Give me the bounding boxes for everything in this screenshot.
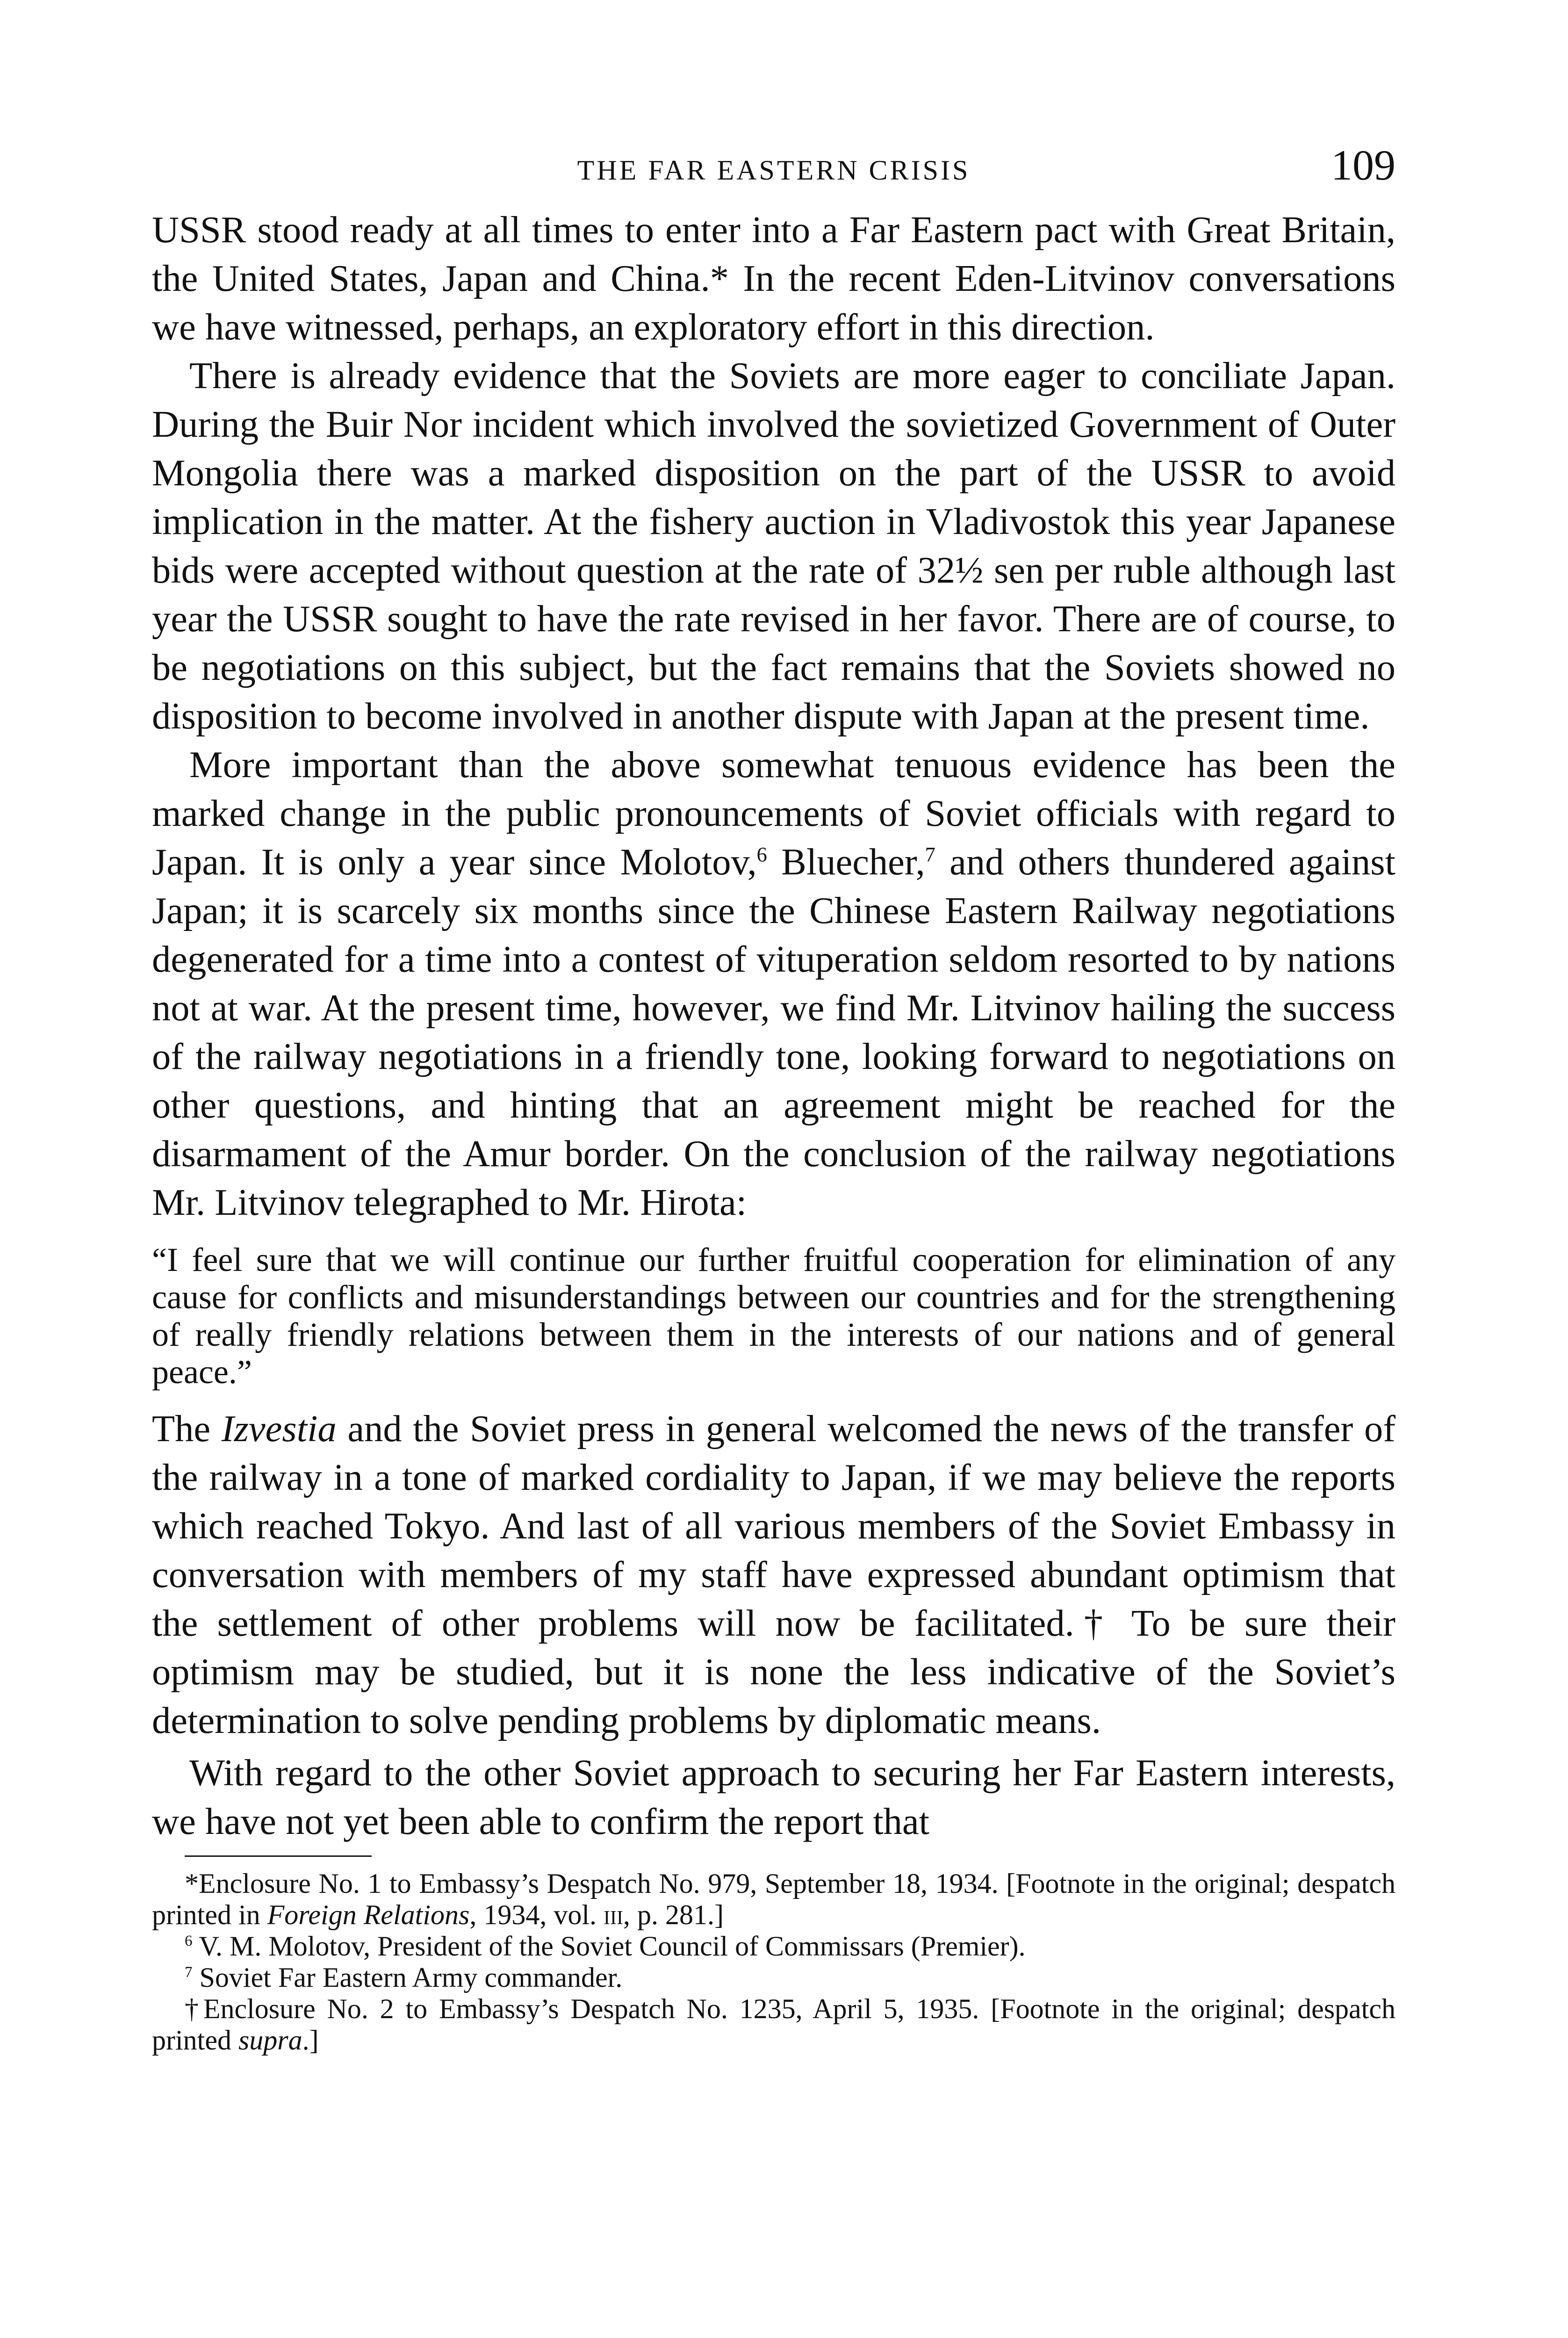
footnote-dagger-part-a: †Enclosure No. 2 to Embassy’s Despatch No. 1235, April 5, 1935. [Footnote in the original; despatch printed <box>152 1993 1395 2056</box>
running-title: THE FAR EASTERN CRISIS <box>577 155 971 186</box>
paragraph-3-part-a: More important than the above somewhat tenuous evidence has been the marked change in the public pronouncements of Soviet officials with regard to Japan. It is only a year since Molotov, <box>152 744 1395 883</box>
footnote-star-part-b: , 1934, vol. <box>469 1899 604 1930</box>
paragraph-3 <box>152 741 1395 1227</box>
footnote-6-mark: 6 <box>185 1933 193 1949</box>
izvestia-title: Izvestia <box>221 1408 337 1450</box>
footnote-dagger-part-b: .] <box>302 2025 319 2056</box>
paragraph-2: There is already evidence that the Soviets are more eager to conciliate Japan. During the Buir Nor incident which involved the sovietized Government of Outer Mongolia there was a marked disposition on the part of the USSR to avoid implication in the matter. At the fishery auction in Vladivostok this year Japanese bids were accepted without question at the rate of 32½ sen per ruble although last year the USSR sought to have the rate revised in her favor. There are of course, to be negotiations on this subject, but the fact remains that the Soviets showed no disposition to become involved in another dispute with Japan at the present time. <box>152 355 1395 737</box>
paragraph-4-part-a: The <box>152 1408 222 1450</box>
footnote-6-text: V. M. Molotov, President of the Soviet Council of Commissars (Premier). <box>192 1931 1026 1962</box>
footnote-7 <box>152 1962 1395 1993</box>
footnote-star-part-c: , p. 281.] <box>623 1899 724 1930</box>
footnote-dagger <box>152 1993 1395 2056</box>
paragraph-3-part-b: Bluecher, <box>767 841 925 883</box>
block-quote: “I feel sure that we will continue our further fruitful cooperation for elimination of any cause for conflicts and misunderstandings between our countries and for the strengthening of really friendly relations between them in the interests of our nations and of general peace.” <box>152 1241 1395 1391</box>
paragraph-1: USSR stood ready at all times to enter into a Far Eastern pact with Great Britain, the United States, Japan and China.* In the recent Eden-Litvinov conversations we have witnessed, perhaps, an exploratory effort in this direction. <box>152 209 1395 348</box>
page-number: 109 <box>1331 141 1395 189</box>
footnote-ref-7: 7 <box>925 843 935 866</box>
footnote-star-volume: iii <box>604 1899 623 1930</box>
paragraph-5: With regard to the other Soviet approach to securing her Far Eastern interests, we have not yet been able to confirm the report that <box>152 1752 1395 1842</box>
document-page <box>152 140 1395 2056</box>
footnote-6 <box>152 1931 1395 1962</box>
footnote-rule <box>185 1855 372 1857</box>
footnotes <box>152 1868 1395 2056</box>
footnote-7-mark: 7 <box>185 1964 193 1981</box>
supra-word: supra <box>238 2025 302 2056</box>
paragraph-3-part-c: and others thundered against Japan; it is scarcely six months since the Chinese Eastern Railway negotiations degenerated for a time into a contest of vituperation seldom resorted to by nations not at war. At the present time, however, we find Mr. Litvinov hailing the success of the railway negotiations in a friendly tone, looking forward to negotiations on other questions, and hinting that an agreement might be reached for the disarmament of the Amur border. On the conclusion of the railway negotiations Mr. Litvinov telegraphed to Mr. Hirota: <box>152 841 1396 1223</box>
foreign-relations-title: Foreign Relations <box>267 1899 470 1930</box>
paragraph-4 <box>152 1405 1395 1745</box>
footnote-star <box>152 1868 1395 1931</box>
footnote-star-part-a: *Enclosure No. 1 to Embassy’s Despatch No. 979, September 18, 1934. [Footnote in the original; despatch printed in <box>152 1868 1395 1930</box>
footnote-7-text: Soviet Far Eastern Army commander. <box>192 1962 623 1993</box>
paragraph-4-part-b: and the Soviet press in general welcomed the news of the transfer of the railway in a tone of marked cordiality to Japan, if we may believe the reports which reached Tokyo. And last of all various members of the Soviet Embassy in conversation with members of my staff have expressed abundant optimism that the settlement of other problems will now be facilitated.† To be sure their optimism may be studied, but it is none the less indicative of the Soviet’s determination to solve pending problems by diplomatic means. <box>152 1408 1396 1741</box>
footnote-ref-6: 6 <box>756 843 767 866</box>
body-text <box>152 206 1395 1846</box>
running-header <box>152 140 1395 206</box>
